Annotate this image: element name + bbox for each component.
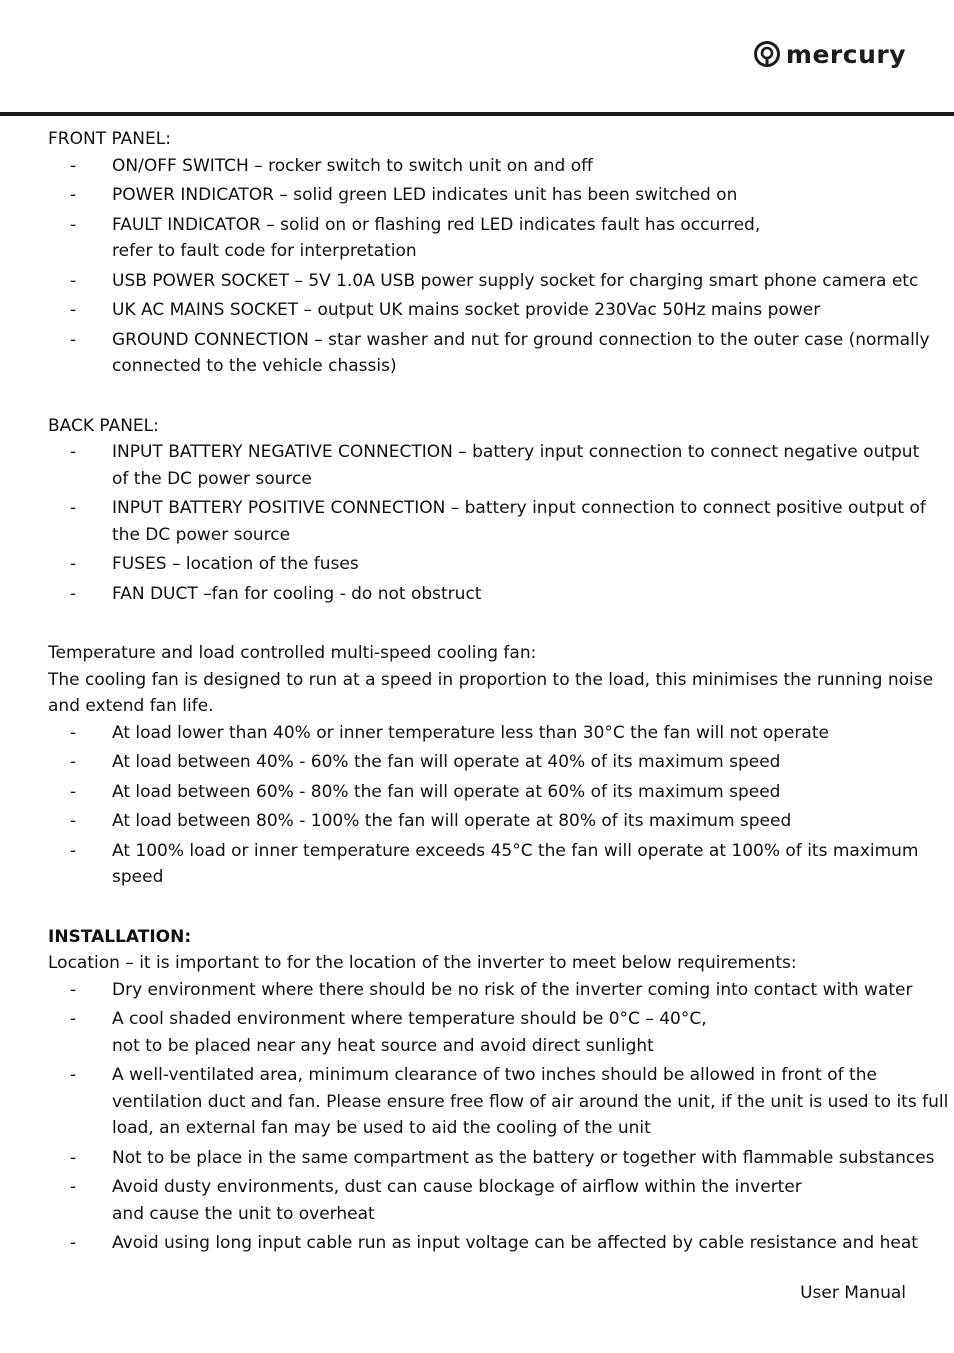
- list-dash: -: [70, 1009, 77, 1029]
- list-item-text: INPUT BATTERY POSITIVE CONNECTION – battery input connection to connect positive output of: [112, 498, 926, 518]
- cooling-fan-intro: [48, 667, 934, 720]
- installation-intro: Location – it is important to for the location of the inverter to meet below requirements:: [48, 953, 797, 973]
- list-item-text: ON/OFF SWITCH – rocker switch to switch unit on and off: [112, 155, 593, 176]
- list-item-text: Avoid using long input cable run as input voltage can be affected by cable resistance and heat: [112, 1233, 918, 1253]
- installation-list: [48, 977, 949, 1257]
- list-dash: -: [70, 722, 77, 743]
- front-panel-heading: FRONT PANEL:: [48, 129, 171, 149]
- list-dash: -: [70, 270, 77, 291]
- list-item-text: FUSES – location of the fuses: [112, 554, 359, 574]
- list-item: [48, 297, 908, 324]
- list-dash: -: [70, 1233, 77, 1253]
- list-dash: -: [70, 1065, 77, 1085]
- list-dash: -: [70, 155, 77, 176]
- header-divider: [0, 112, 954, 116]
- list-item: [48, 551, 908, 578]
- list-dash: -: [70, 214, 77, 235]
- list-item: [48, 182, 908, 209]
- list-item-text: connected to the vehicle chassis): [112, 356, 397, 376]
- list-item-text: INPUT BATTERY NEGATIVE CONNECTION – battery input connection to connect negative output: [112, 442, 920, 462]
- list-item-text: speed: [112, 867, 164, 887]
- list-item: [48, 1145, 935, 1172]
- list-dash: -: [70, 840, 77, 861]
- list-item-text: GROUND CONNECTION – star washer and nut for ground connection to the outer case (normally: [112, 329, 930, 350]
- list-item: [48, 779, 908, 806]
- installation-heading: INSTALLATION:: [48, 926, 192, 947]
- list-item-text: FAN DUCT –fan for cooling - do not obstruct: [112, 583, 482, 604]
- list-item-text: A cool shaded environment where temperature should be 0°C – 40°C,: [112, 1009, 707, 1029]
- list-item-text: At 100% load or inner temperature exceeds 45°C the fan will operate at 100% of its maximum: [112, 840, 919, 861]
- mercury-emblem-icon: [753, 40, 781, 68]
- list-item: [48, 153, 908, 180]
- front-panel-list: [48, 153, 930, 380]
- list-item: [48, 581, 908, 608]
- list-item-text: and cause the unit to overheat: [112, 1203, 375, 1224]
- list-dash: -: [70, 752, 77, 772]
- list-item: [48, 212, 908, 265]
- list-dash: -: [70, 554, 77, 574]
- list-item-text: Not to be place in the same compartment as the battery or together with flammable substances: [112, 1147, 935, 1168]
- cooling-fan-heading: Temperature and load controlled multi-speed cooling fan:: [48, 643, 537, 663]
- list-item: [48, 1006, 908, 1059]
- list-item-text: At load between 60% - 80% the fan will operate at 60% of its maximum speed: [112, 781, 781, 802]
- list-item-text: the DC power source: [112, 524, 291, 545]
- list-dash: -: [70, 185, 77, 205]
- page-header: [0, 0, 954, 118]
- list-item-text: FAULT INDICATOR – solid on or flashing red LED indicates fault has occurred,: [112, 214, 761, 235]
- list-item: [48, 1062, 949, 1142]
- list-item: [48, 838, 919, 891]
- list-item: [48, 268, 919, 295]
- list-item-text: refer to fault code for interpretation: [112, 241, 417, 261]
- list-dash: -: [70, 1147, 77, 1168]
- list-dash: -: [70, 329, 77, 350]
- list-item: [48, 439, 920, 492]
- list-dash: -: [70, 442, 77, 462]
- list-item: [48, 495, 926, 548]
- cooling-fan-list: [48, 720, 919, 891]
- list-item-text: of the DC power source: [112, 468, 312, 489]
- brand-name: mercury: [785, 39, 906, 69]
- list-item-text: POWER INDICATOR – solid green LED indicates unit has been switched on: [112, 185, 738, 205]
- back-panel-list: [48, 439, 926, 607]
- document-body: [48, 126, 949, 1260]
- list-item-text: Dry environment where there should be no risk of the inverter coming into contact with water: [112, 979, 913, 1000]
- list-dash: -: [70, 781, 77, 802]
- list-item: [48, 977, 913, 1004]
- list-item: [48, 720, 908, 747]
- list-dash: -: [70, 300, 77, 320]
- list-dash: -: [70, 1177, 77, 1197]
- list-item: [48, 327, 930, 380]
- list-item-text: ventilation duct and fan. Please ensure free flow of air around the unit, if the unit is used to its full: [112, 1091, 949, 1112]
- list-item-text: UK AC MAINS SOCKET – output UK mains socket provide 230Vac 50Hz mains power: [112, 300, 821, 320]
- list-dash: -: [70, 979, 77, 1000]
- list-item: [48, 1230, 918, 1257]
- footer-user-manual: User Manual: [800, 1283, 906, 1303]
- cooling-fan-intro-line: The cooling fan is designed to run at a speed in proportion to the load, this minimises the running noise: [48, 669, 934, 690]
- list-item: [48, 808, 908, 835]
- list-dash: -: [70, 498, 77, 518]
- list-item: [48, 749, 908, 776]
- list-item-text: A well-ventilated area, minimum clearance of two inches should be allowed in front of the: [112, 1065, 877, 1085]
- list-dash: -: [70, 583, 77, 604]
- list-item-text: not to be placed near any heat source and avoid direct sunlight: [112, 1035, 654, 1056]
- mercury-logo: [753, 40, 906, 68]
- list-item-text: At load between 40% - 60% the fan will operate at 40% of its maximum speed: [112, 752, 781, 772]
- list-item-text: Avoid dusty environments, dust can cause blockage of airflow within the inverter: [112, 1177, 802, 1197]
- cooling-fan-intro-line: and extend fan life.: [48, 696, 214, 716]
- list-item-text: At load lower than 40% or inner temperature less than 30°C the fan will not operate: [112, 722, 829, 743]
- list-item: [48, 1174, 908, 1227]
- list-item-text: USB POWER SOCKET – 5V 1.0A USB power supply socket for charging smart phone camera etc: [112, 270, 919, 291]
- list-item-text: load, an external fan may be used to aid the cooling of the unit: [112, 1118, 651, 1138]
- back-panel-heading: BACK PANEL:: [48, 415, 159, 436]
- list-item-text: At load between 80% - 100% the fan will operate at 80% of its maximum speed: [112, 811, 792, 831]
- list-dash: -: [70, 811, 77, 831]
